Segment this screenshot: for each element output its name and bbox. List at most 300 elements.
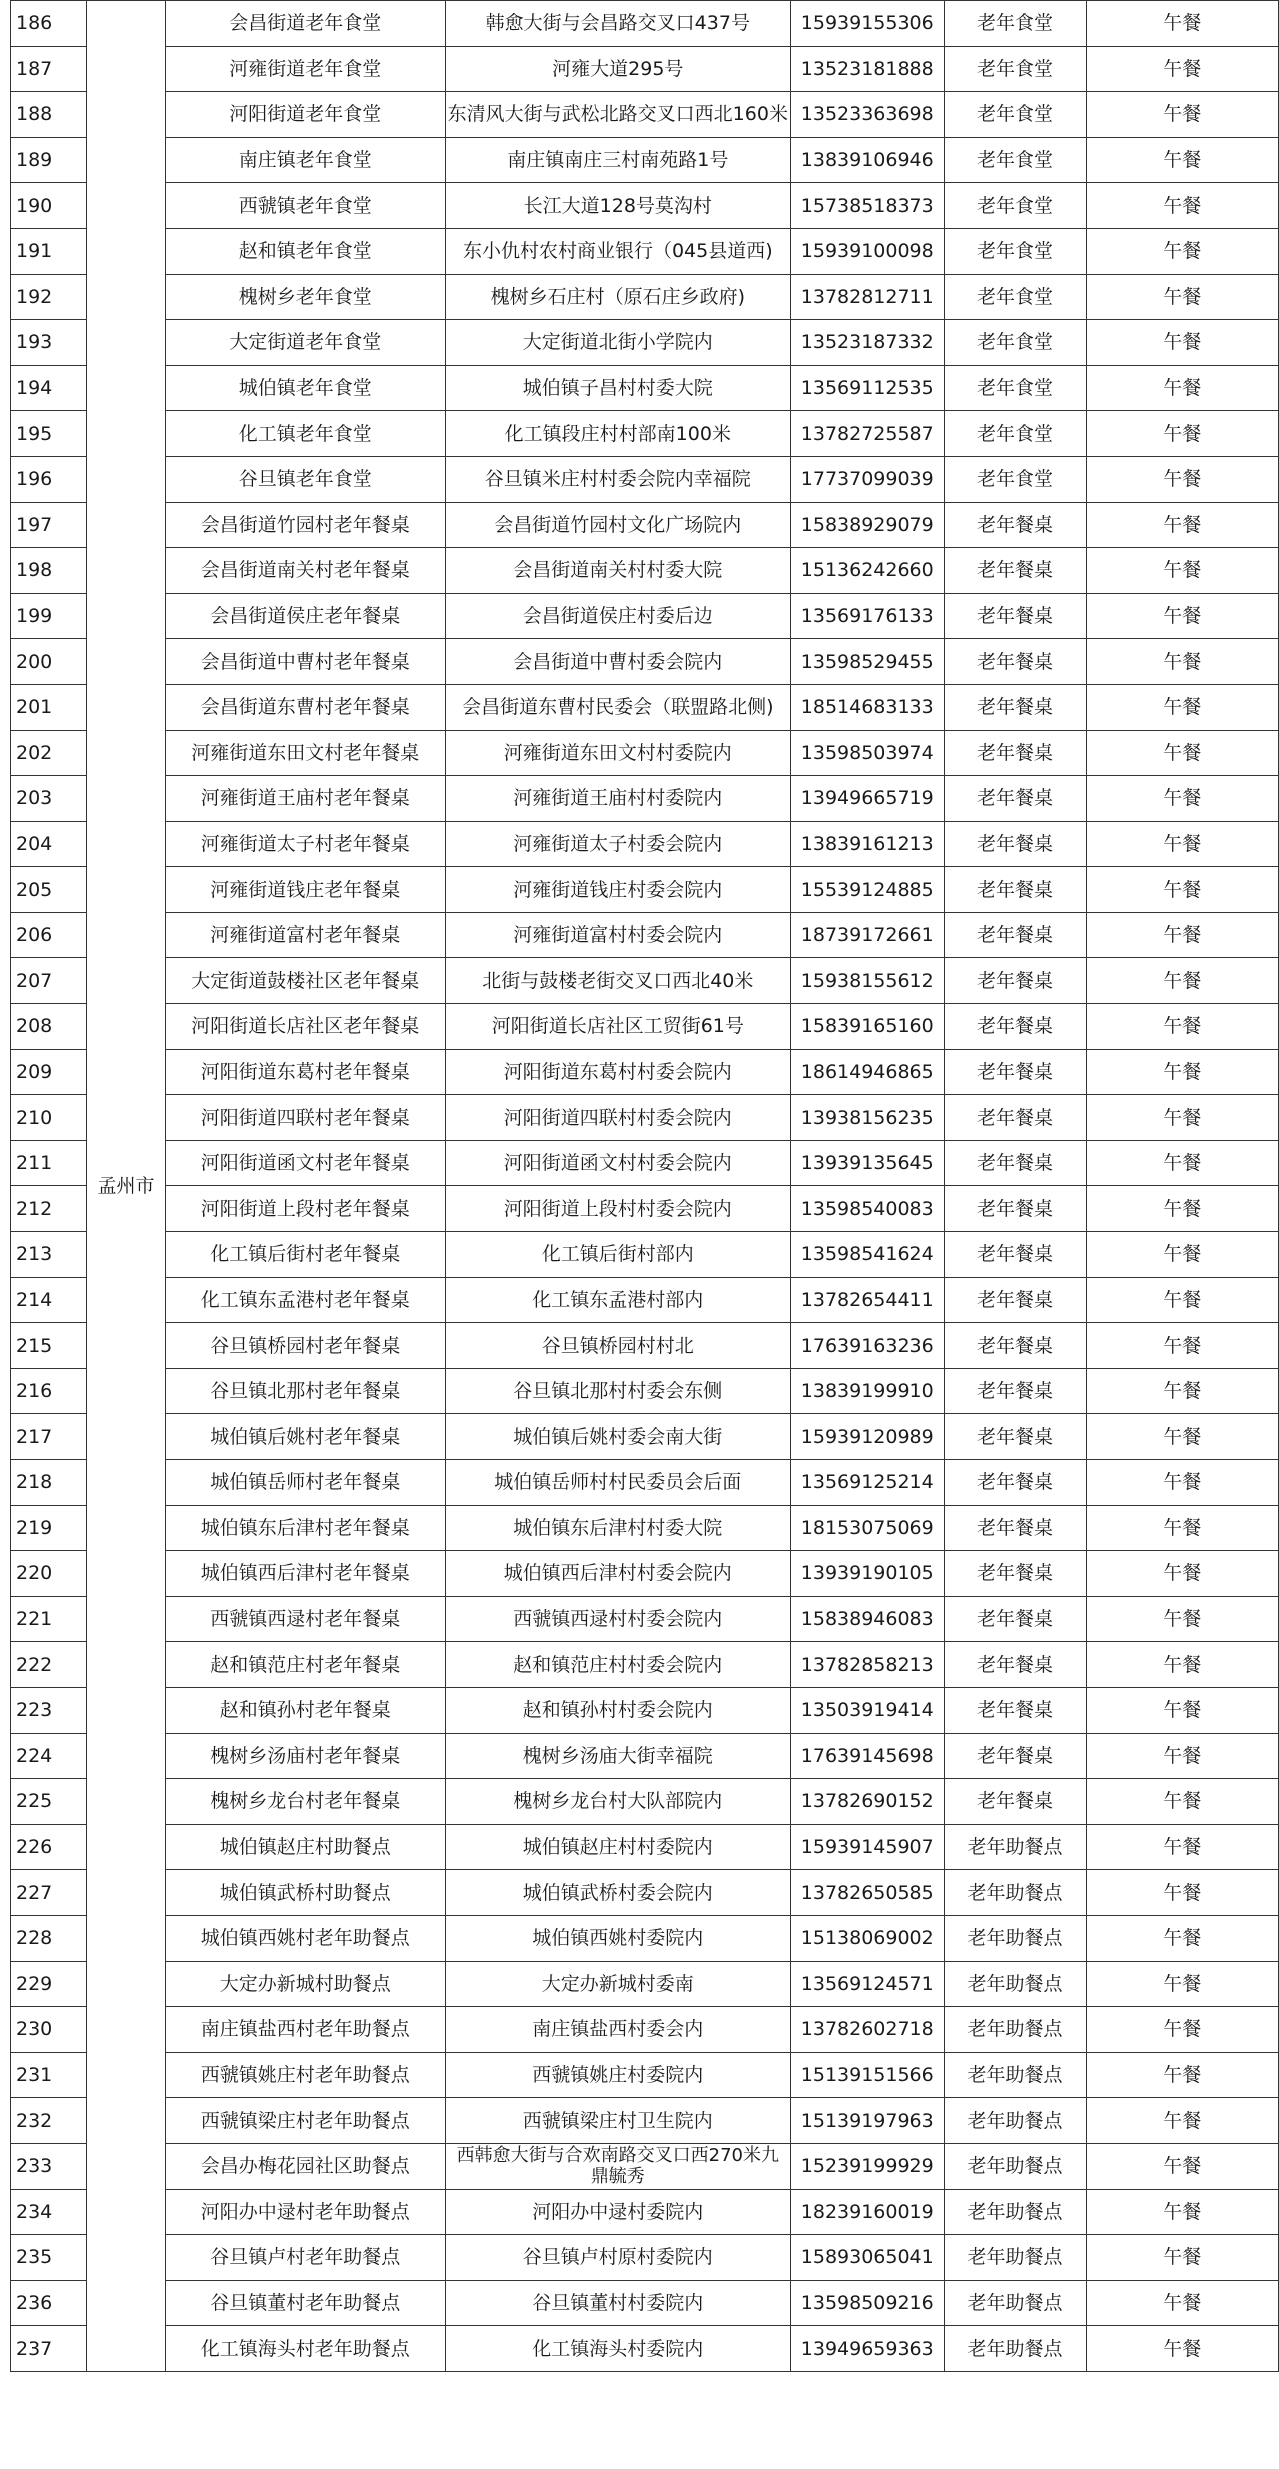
contact-phone: 13782725587	[790, 411, 944, 457]
contact-phone: 13839106946	[790, 137, 944, 183]
row-number: 225	[11, 1779, 87, 1825]
row-number: 217	[11, 1414, 87, 1460]
row-number: 209	[11, 1049, 87, 1095]
meal-type: 午餐	[1086, 1596, 1278, 1642]
table-row	[11, 92, 1279, 138]
canteen-address: 会昌街道东曹村民委会（联盟路北侧)	[445, 684, 790, 730]
contact-phone: 15939155306	[790, 1, 944, 47]
table-row	[11, 821, 1279, 867]
contact-phone: 13782690152	[790, 1779, 944, 1825]
meal-type: 午餐	[1086, 1961, 1278, 2007]
canteen-type: 老年餐桌	[944, 1733, 1086, 1779]
meal-type: 午餐	[1086, 776, 1278, 822]
meal-type: 午餐	[1086, 92, 1278, 138]
meal-type: 午餐	[1086, 1140, 1278, 1186]
row-number: 222	[11, 1642, 87, 1688]
table-row	[11, 1, 1279, 47]
contact-phone: 13839199910	[790, 1368, 944, 1414]
table-row	[11, 1505, 1279, 1551]
canteen-name: 城伯镇武桥村助餐点	[165, 1870, 445, 1916]
canteen-address: 谷旦镇董村村委院内	[445, 2280, 790, 2326]
canteen-type: 老年餐桌	[944, 1642, 1086, 1688]
meal-type: 午餐	[1086, 1232, 1278, 1278]
table-row	[11, 1323, 1279, 1369]
canteen-address: 河阳街道东葛村村委会院内	[445, 1049, 790, 1095]
canteen-name: 河阳办中逯村老年助餐点	[165, 2189, 445, 2235]
meal-type: 午餐	[1086, 365, 1278, 411]
canteen-type: 老年餐桌	[944, 821, 1086, 867]
canteen-type: 老年食堂	[944, 137, 1086, 183]
table-row	[11, 1049, 1279, 1095]
contact-phone: 17737099039	[790, 456, 944, 502]
meal-type: 午餐	[1086, 958, 1278, 1004]
row-number: 234	[11, 2189, 87, 2235]
row-number: 195	[11, 411, 87, 457]
row-number: 191	[11, 228, 87, 274]
table-row	[11, 1733, 1279, 1779]
row-number: 189	[11, 137, 87, 183]
city-cell: 孟州市	[87, 1, 166, 2372]
canteen-address: 韩愈大街与会昌路交叉口437号	[445, 1, 790, 47]
contact-phone: 15939145907	[790, 1824, 944, 1870]
canteen-address: 会昌街道中曹村委会院内	[445, 639, 790, 685]
canteen-name: 会昌办梅花园社区助餐点	[165, 2143, 445, 2189]
meal-type: 午餐	[1086, 274, 1278, 320]
canteen-address: 河阳办中逯村委院内	[445, 2189, 790, 2235]
canteen-name: 谷旦镇北那村老年餐桌	[165, 1368, 445, 1414]
row-number: 211	[11, 1140, 87, 1186]
meal-type: 午餐	[1086, 1414, 1278, 1460]
contact-phone: 13598503974	[790, 730, 944, 776]
table-row	[11, 912, 1279, 958]
canteen-name: 赵和镇范庄村老年餐桌	[165, 1642, 445, 1688]
canteen-name: 会昌街道南关村老年餐桌	[165, 548, 445, 594]
row-number: 203	[11, 776, 87, 822]
contact-phone: 13839161213	[790, 821, 944, 867]
contact-phone: 18153075069	[790, 1505, 944, 1551]
table-row	[11, 2098, 1279, 2144]
canteen-type: 老年助餐点	[944, 1961, 1086, 2007]
table-row	[11, 1642, 1279, 1688]
canteen-address: 河雍街道钱庄村委会院内	[445, 867, 790, 913]
row-number: 221	[11, 1596, 87, 1642]
meal-type: 午餐	[1086, 456, 1278, 502]
meal-type: 午餐	[1086, 821, 1278, 867]
canteen-address: 赵和镇孙村村委会院内	[445, 1687, 790, 1733]
meal-type: 午餐	[1086, 1505, 1278, 1551]
canteen-address: 城伯镇赵庄村村委院内	[445, 1824, 790, 1870]
meal-type: 午餐	[1086, 867, 1278, 913]
table-row	[11, 502, 1279, 548]
canteen-type: 老年助餐点	[944, 1915, 1086, 1961]
canteen-type: 老年餐桌	[944, 912, 1086, 958]
table-row	[11, 639, 1279, 685]
canteen-name: 化工镇老年食堂	[165, 411, 445, 457]
meal-type: 午餐	[1086, 1277, 1278, 1323]
canteen-address: 城伯镇后姚村委会南大街	[445, 1414, 790, 1460]
table-row	[11, 411, 1279, 457]
canteen-name: 赵和镇老年食堂	[165, 228, 445, 274]
row-number: 193	[11, 320, 87, 366]
canteen-name: 化工镇东孟港村老年餐桌	[165, 1277, 445, 1323]
contact-phone: 13782858213	[790, 1642, 944, 1688]
meal-type: 午餐	[1086, 1, 1278, 47]
canteen-name: 河雍街道富村老年餐桌	[165, 912, 445, 958]
table-row	[11, 137, 1279, 183]
row-number: 226	[11, 1824, 87, 1870]
meal-type: 午餐	[1086, 1004, 1278, 1050]
canteen-type: 老年餐桌	[944, 1140, 1086, 1186]
canteen-name: 槐树乡老年食堂	[165, 274, 445, 320]
row-number: 215	[11, 1323, 87, 1369]
canteen-type: 老年助餐点	[944, 2326, 1086, 2372]
meal-type: 午餐	[1086, 502, 1278, 548]
row-number: 190	[11, 183, 87, 229]
table-row	[11, 548, 1279, 594]
contact-phone: 18614946865	[790, 1049, 944, 1095]
meal-type: 午餐	[1086, 46, 1278, 92]
meal-type: 午餐	[1086, 320, 1278, 366]
canteen-address: 河雍街道东田文村村委院内	[445, 730, 790, 776]
table-row	[11, 1004, 1279, 1050]
canteen-name: 河雍街道东田文村老年餐桌	[165, 730, 445, 776]
row-number: 208	[11, 1004, 87, 1050]
canteen-name: 城伯镇老年食堂	[165, 365, 445, 411]
row-number: 188	[11, 92, 87, 138]
table-row	[11, 1870, 1279, 1916]
canteen-name: 槐树乡汤庙村老年餐桌	[165, 1733, 445, 1779]
canteen-type: 老年餐桌	[944, 730, 1086, 776]
contact-phone: 13782812711	[790, 274, 944, 320]
table-row	[11, 1414, 1279, 1460]
meal-type: 午餐	[1086, 1687, 1278, 1733]
canteen-name: 谷旦镇卢村老年助餐点	[165, 2235, 445, 2281]
row-number: 186	[11, 1, 87, 47]
row-number: 187	[11, 46, 87, 92]
meal-type: 午餐	[1086, 1368, 1278, 1414]
canteen-type: 老年食堂	[944, 320, 1086, 366]
canteen-name: 会昌街道东曹村老年餐桌	[165, 684, 445, 730]
table-row	[11, 2280, 1279, 2326]
table-row	[11, 1961, 1279, 2007]
contact-phone: 13939135645	[790, 1140, 944, 1186]
table-row	[11, 183, 1279, 229]
contact-phone: 18739172661	[790, 912, 944, 958]
table-row	[11, 365, 1279, 411]
canteen-name: 河雍街道钱庄老年餐桌	[165, 867, 445, 913]
canteen-name: 河阳街道东葛村老年餐桌	[165, 1049, 445, 1095]
canteen-address: 河阳街道四联村村委会院内	[445, 1095, 790, 1141]
canteen-type: 老年餐桌	[944, 1505, 1086, 1551]
canteen-type: 老年食堂	[944, 1, 1086, 47]
canteen-name: 会昌街道侯庄老年餐桌	[165, 593, 445, 639]
canteen-type: 老年餐桌	[944, 1323, 1086, 1369]
row-number: 200	[11, 639, 87, 685]
row-number: 235	[11, 2235, 87, 2281]
table-row	[11, 2189, 1279, 2235]
canteen-type: 老年餐桌	[944, 502, 1086, 548]
meal-type: 午餐	[1086, 137, 1278, 183]
meal-type: 午餐	[1086, 1779, 1278, 1825]
table-row	[11, 46, 1279, 92]
canteen-address: 谷旦镇桥园村村北	[445, 1323, 790, 1369]
table-row	[11, 1460, 1279, 1506]
canteen-address: 长江大道128号莫沟村	[445, 183, 790, 229]
canteen-address: 谷旦镇卢村原村委院内	[445, 2235, 790, 2281]
contact-phone: 13523181888	[790, 46, 944, 92]
meal-type: 午餐	[1086, 2098, 1278, 2144]
table-row	[11, 2007, 1279, 2053]
canteen-name: 谷旦镇桥园村老年餐桌	[165, 1323, 445, 1369]
canteen-address: 城伯镇东后津村村委大院	[445, 1505, 790, 1551]
row-number: 216	[11, 1368, 87, 1414]
table-row	[11, 684, 1279, 730]
canteen-address: 西韩愈大街与合欢南路交叉口西270米九鼎毓秀	[445, 2143, 790, 2189]
row-number: 231	[11, 2052, 87, 2098]
canteen-name: 河阳街道上段村老年餐桌	[165, 1186, 445, 1232]
row-number: 214	[11, 1277, 87, 1323]
row-number: 204	[11, 821, 87, 867]
contact-phone: 13523187332	[790, 320, 944, 366]
canteen-type: 老年餐桌	[944, 958, 1086, 1004]
contact-phone: 18239160019	[790, 2189, 944, 2235]
canteen-name: 南庄镇盐西村老年助餐点	[165, 2007, 445, 2053]
canteen-type: 老年餐桌	[944, 867, 1086, 913]
canteen-address: 城伯镇岳师村村民委员会后面	[445, 1460, 790, 1506]
meal-type: 午餐	[1086, 228, 1278, 274]
canteen-type: 老年食堂	[944, 411, 1086, 457]
table-row	[11, 1140, 1279, 1186]
contact-phone: 13598541624	[790, 1232, 944, 1278]
canteen-type: 老年餐桌	[944, 1414, 1086, 1460]
table-row	[11, 456, 1279, 502]
row-number: 224	[11, 1733, 87, 1779]
contact-phone: 15939120989	[790, 1414, 944, 1460]
meal-type: 午餐	[1086, 2052, 1278, 2098]
table-row	[11, 1232, 1279, 1278]
canteen-address: 化工镇后街村部内	[445, 1232, 790, 1278]
table-row	[11, 1186, 1279, 1232]
row-number: 202	[11, 730, 87, 776]
canteen-name: 西虢镇西逯村老年餐桌	[165, 1596, 445, 1642]
table-row	[11, 2235, 1279, 2281]
meal-type: 午餐	[1086, 1551, 1278, 1597]
canteen-name: 大定办新城村助餐点	[165, 1961, 445, 2007]
table-row	[11, 2052, 1279, 2098]
canteen-name: 城伯镇后姚村老年餐桌	[165, 1414, 445, 1460]
canteen-address: 河阳街道长店社区工贸街61号	[445, 1004, 790, 1050]
table-row	[11, 593, 1279, 639]
canteen-type: 老年餐桌	[944, 776, 1086, 822]
table-row	[11, 1779, 1279, 1825]
canteen-type: 老年餐桌	[944, 1186, 1086, 1232]
row-number: 220	[11, 1551, 87, 1597]
contact-phone: 18514683133	[790, 684, 944, 730]
canteen-address: 河雍街道王庙村村委院内	[445, 776, 790, 822]
canteen-address: 河雍街道富村村委会院内	[445, 912, 790, 958]
canteen-address: 北街与鼓楼老街交叉口西北40米	[445, 958, 790, 1004]
canteen-address: 化工镇段庄村村部南100米	[445, 411, 790, 457]
row-number: 236	[11, 2280, 87, 2326]
contact-phone: 15838946083	[790, 1596, 944, 1642]
canteen-name: 城伯镇东后津村老年餐桌	[165, 1505, 445, 1551]
row-number: 196	[11, 456, 87, 502]
canteen-address: 西虢镇西逯村村委会院内	[445, 1596, 790, 1642]
canteen-name: 南庄镇老年食堂	[165, 137, 445, 183]
canteen-type: 老年餐桌	[944, 1368, 1086, 1414]
meal-type: 午餐	[1086, 2143, 1278, 2189]
canteen-table	[10, 0, 1279, 2372]
contact-phone: 17639145698	[790, 1733, 944, 1779]
meal-type: 午餐	[1086, 183, 1278, 229]
row-number: 237	[11, 2326, 87, 2372]
canteen-address: 河雍街道太子村委会院内	[445, 821, 790, 867]
canteen-name: 槐树乡龙台村老年餐桌	[165, 1779, 445, 1825]
canteen-address: 东清风大街与武松北路交叉口西北160米	[445, 92, 790, 138]
contact-phone: 15539124885	[790, 867, 944, 913]
meal-type: 午餐	[1086, 730, 1278, 776]
meal-type: 午餐	[1086, 684, 1278, 730]
meal-type: 午餐	[1086, 2007, 1278, 2053]
contact-phone: 15138069002	[790, 1915, 944, 1961]
row-number: 233	[11, 2143, 87, 2189]
table-row	[11, 1596, 1279, 1642]
canteen-type: 老年助餐点	[944, 1870, 1086, 1916]
table-row	[11, 320, 1279, 366]
canteen-type: 老年助餐点	[944, 2007, 1086, 2053]
row-number: 229	[11, 1961, 87, 2007]
canteen-name: 谷旦镇董村老年助餐点	[165, 2280, 445, 2326]
canteen-type: 老年食堂	[944, 183, 1086, 229]
canteen-address: 河阳街道上段村村委会院内	[445, 1186, 790, 1232]
row-number: 230	[11, 2007, 87, 2053]
canteen-address: 槐树乡汤庙大街幸福院	[445, 1733, 790, 1779]
meal-type: 午餐	[1086, 912, 1278, 958]
canteen-name: 西虢镇姚庄村老年助餐点	[165, 2052, 445, 2098]
contact-phone: 13782650585	[790, 1870, 944, 1916]
canteen-name: 会昌街道中曹村老年餐桌	[165, 639, 445, 685]
canteen-name: 谷旦镇老年食堂	[165, 456, 445, 502]
canteen-name: 大定街道鼓楼社区老年餐桌	[165, 958, 445, 1004]
table-row	[11, 1095, 1279, 1141]
canteen-type: 老年餐桌	[944, 1232, 1086, 1278]
canteen-type: 老年餐桌	[944, 593, 1086, 639]
canteen-name: 大定街道老年食堂	[165, 320, 445, 366]
contact-phone: 13569125214	[790, 1460, 944, 1506]
contact-phone: 15938155612	[790, 958, 944, 1004]
contact-phone: 13782602718	[790, 2007, 944, 2053]
canteen-type: 老年餐桌	[944, 1460, 1086, 1506]
row-number: 218	[11, 1460, 87, 1506]
canteen-name: 赵和镇孙村老年餐桌	[165, 1687, 445, 1733]
canteen-type: 老年餐桌	[944, 639, 1086, 685]
canteen-address: 大定街道北街小学院内	[445, 320, 790, 366]
canteen-type: 老年食堂	[944, 365, 1086, 411]
canteen-type: 老年助餐点	[944, 1824, 1086, 1870]
contact-phone: 15738518373	[790, 183, 944, 229]
row-number: 198	[11, 548, 87, 594]
contact-phone: 17639163236	[790, 1323, 944, 1369]
contact-phone: 15839165160	[790, 1004, 944, 1050]
canteen-name: 河阳街道函文村老年餐桌	[165, 1140, 445, 1186]
canteen-name: 河雍街道老年食堂	[165, 46, 445, 92]
canteen-address: 河雍大道295号	[445, 46, 790, 92]
contact-phone: 13598509216	[790, 2280, 944, 2326]
canteen-type: 老年餐桌	[944, 1687, 1086, 1733]
table-row	[11, 1687, 1279, 1733]
canteen-type: 老年食堂	[944, 274, 1086, 320]
contact-phone: 15136242660	[790, 548, 944, 594]
canteen-type: 老年助餐点	[944, 2235, 1086, 2281]
meal-type: 午餐	[1086, 1733, 1278, 1779]
contact-phone: 13949659363	[790, 2326, 944, 2372]
meal-type: 午餐	[1086, 2235, 1278, 2281]
contact-phone: 13569112535	[790, 365, 944, 411]
table-row	[11, 1824, 1279, 1870]
canteen-address: 城伯镇子昌村村委大院	[445, 365, 790, 411]
meal-type: 午餐	[1086, 1095, 1278, 1141]
contact-phone: 13938156235	[790, 1095, 944, 1141]
canteen-address: 会昌街道侯庄村委后边	[445, 593, 790, 639]
row-number: 206	[11, 912, 87, 958]
row-number: 210	[11, 1095, 87, 1141]
table-row	[11, 228, 1279, 274]
row-number: 232	[11, 2098, 87, 2144]
contact-phone: 13569124571	[790, 1961, 944, 2007]
contact-phone: 13598529455	[790, 639, 944, 685]
meal-type: 午餐	[1086, 1642, 1278, 1688]
canteen-name: 化工镇海头村老年助餐点	[165, 2326, 445, 2372]
row-number: 227	[11, 1870, 87, 1916]
table-row	[11, 867, 1279, 913]
meal-type: 午餐	[1086, 1049, 1278, 1095]
row-number: 199	[11, 593, 87, 639]
canteen-name: 城伯镇岳师村老年餐桌	[165, 1460, 445, 1506]
canteen-type: 老年餐桌	[944, 684, 1086, 730]
table-row	[11, 1915, 1279, 1961]
canteen-type: 老年餐桌	[944, 1095, 1086, 1141]
contact-phone: 15893065041	[790, 2235, 944, 2281]
row-number: 201	[11, 684, 87, 730]
row-number: 205	[11, 867, 87, 913]
canteen-name: 化工镇后街村老年餐桌	[165, 1232, 445, 1278]
canteen-address: 赵和镇范庄村村委会院内	[445, 1642, 790, 1688]
contact-phone: 15838929079	[790, 502, 944, 548]
meal-type: 午餐	[1086, 2280, 1278, 2326]
canteen-address: 南庄镇盐西村委会内	[445, 2007, 790, 2053]
contact-phone: 15139151566	[790, 2052, 944, 2098]
table-body	[11, 1, 1279, 2372]
canteen-address: 化工镇海头村委院内	[445, 2326, 790, 2372]
contact-phone: 13523363698	[790, 92, 944, 138]
canteen-address: 城伯镇武桥村委会院内	[445, 1870, 790, 1916]
canteen-name: 西虢镇梁庄村老年助餐点	[165, 2098, 445, 2144]
table-row	[11, 1368, 1279, 1414]
canteen-type: 老年餐桌	[944, 1004, 1086, 1050]
contact-phone: 13949665719	[790, 776, 944, 822]
meal-type: 午餐	[1086, 639, 1278, 685]
canteen-address: 会昌街道竹园村文化广场院内	[445, 502, 790, 548]
canteen-address: 东小仇村农村商业银行（045县道西)	[445, 228, 790, 274]
canteen-address: 谷旦镇北那村村委会东侧	[445, 1368, 790, 1414]
row-number: 194	[11, 365, 87, 411]
canteen-type: 老年助餐点	[944, 2052, 1086, 2098]
canteen-name: 河雍街道王庙村老年餐桌	[165, 776, 445, 822]
row-number: 213	[11, 1232, 87, 1278]
table-row	[11, 274, 1279, 320]
canteen-address: 大定办新城村委南	[445, 1961, 790, 2007]
canteen-address: 化工镇东孟港村部内	[445, 1277, 790, 1323]
